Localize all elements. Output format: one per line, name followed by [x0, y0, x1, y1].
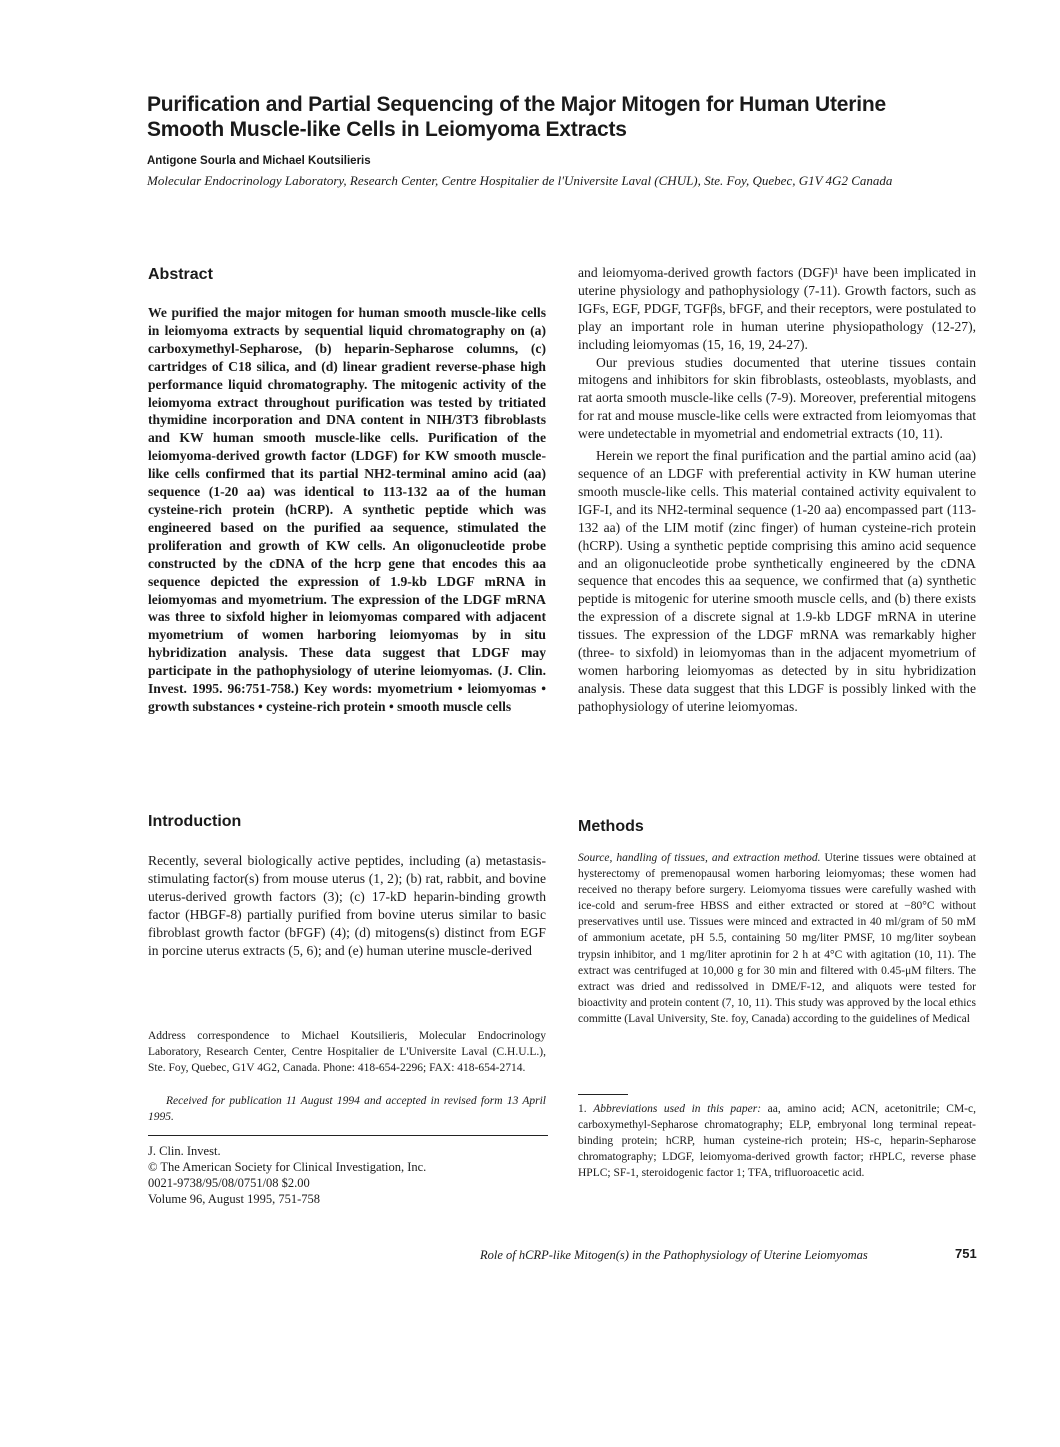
- introduction-heading: Introduction: [148, 813, 242, 830]
- right-paragraph-1: and leiomyoma-derived growth factors (DGF)¹ have been implicated in uterine physiology and pathophysiology (7-11). Growth factors, such as IGFs, EGF, PDGF, TGFβs, bFGF, and their receptors, were postulated to play an important role in human uterine physiopathology (12-27), including leiomyomas (15, 16, 19, 24-27).: [578, 265, 976, 352]
- paper-title: Purification and Partial Sequencing of the Major Mitogen for Human Uterine Smooth Muscle-like Cells in Leiomyoma Extracts: [147, 93, 886, 141]
- correspondence-note: Address correspondence to Michael Koutsilieris, Molecular Endocrinology Laboratory, Research Center, Centre Hospitalier de L'Universite Laval (C.H.U.L.), Ste. Foy, Quebec, G1V 4G2, Canada. Phone: 418-654-2296; FAX: 418-654-2714.: [148, 1030, 546, 1075]
- right-paragraph-3: Herein we report the final purification and the partial amino acid (aa) sequence of an LDGF with preferential activity in KW human uterine smooth muscle-like cells. This material contained activity equivalent to IGF-I, and its NH2-terminal sequence (1-20 aa) encompassed part (113-132 aa) of the LIM motif (zinc finger) of human cysteine-rich protein (hCRP). Using a synthetic peptide comprising this amino acid sequence and an oligonucleotide probe synthetically engineered by the cDNA sequence that encodes this aa sequence, we confirmed that (a) synthetic peptide is mitogenic for uterine smooth muscle cells, and (b) there exists the expression of a discrete signal at 1.9-kb LDGF mRNA in uterine tissues. The expression of the LDGF mRNA was remarkably higher (three- to sixfold) in leiomyomas than in the adjacent myometrium of women harboring leiomyomas as detected by in situ hybridization analysis. These data suggest that this LDGF is possibly linked with the pathophysiology of uterine leiomyomas.: [578, 448, 976, 714]
- affiliation: Molecular Endocrinology Laboratory, Research Center, Centre Hospitalier de l'Universite Laval (CHUL), Ste. Foy, Quebec, G1V 4G2 Canada: [147, 173, 893, 188]
- journal-info: [148, 1143, 548, 1207]
- abstract-text: We purified the major mitogen for human smooth muscle-like cells in leiomyoma extracts by sequential liquid chromatography on (a) carboxymethyl-Sepharose, (b) heparin-Sepharose columns, (c) cartridges of C18 silica, and (d) linear gradient reverse-phase high performance liquid chromatography. The mitogenic activity of the leiomyoma extract throughout purification was tested by tritiated thymidine incorporation and DNA content in NIH/3T3 fibroblasts and KW human smooth muscle-like cells. Purification of the leiomyoma-derived growth factor (LDGF) for KW smooth muscle-like cells confirmed that its partial NH2-terminal amino acid (aa) sequence (1-20 aa) was identical to 113-132 aa of the human cysteine-rich protein (hCRP). A synthetic peptide which was engineered based on the purified aa sequence, stimulated the proliferation and growth of KW cells. An oligonucleotide probe constructed by the cDNA of the hcrp gene that encodes this aa sequence depicted the expression of 1.9-kb LDGF mRNA in leiomyomas and myometrium. The expression of the LDGF mRNA was three to sixfold higher in leiomyomas compared with adjacent myometrium of women harboring leiomyomas by in situ hybridization analysis. These data suggest that LDGF may participate in the pathophysiology of uterine leiomyomas. (J. Clin. Invest. 1995. 96:751-758.) Key words: myometrium • leiomyomas • growth substances • cysteine-rich protein • smooth muscle cells: [148, 305, 546, 714]
- received-note: Received for publication 11 August 1994 and accepted in revised form 13 April 1995.: [148, 1095, 546, 1124]
- running-footer: Role of hCRP-like Mitogen(s) in the Pathophysiology of Uterine Leiomyomas: [480, 1248, 868, 1262]
- methods-heading: Methods: [578, 818, 644, 835]
- methods-text: Uterine tissues were obtained at hysterectomy of premenopausal women harboring leiomyomas; these women had received no therapy before surgery. Leiomyoma tissues were carefully washed with ice-cold and serum-free HBSS and either extracted or stored at −80°C without preservatives until use. Tissues were minced and extracted in 40 ml/gram of 50 mM of ammonium acetate, pH 5.5, containing 50 mg/liter PMSF, 10 mg/liter soybean trypsin inhibitor, and 1 mg/liter aprotinin for 2 h at 4°C with agitation (10, 11). The extract was centrifuged at 10,000 g for 30 min and filtered with 0.45-μM filters. The extract was dried and redissolved in DME/F-12, and aliquots were tested for bioactivity and protein content (7, 10, 11). This study was approved by the local ethics committe (Laval University, Ste. foy, Canada) according to the guidelines of Medical: [578, 852, 976, 1025]
- journal-name: J. Clin. Invest.: [148, 1144, 221, 1158]
- journal-issn: 0021-9738/95/08/0751/08 $2.00: [148, 1176, 310, 1190]
- meta-divider: [148, 1135, 548, 1136]
- footnote: [578, 1101, 976, 1181]
- right-paragraph-2: Our previous studies documented that uterine tissues contain mitogens and inhibitors for skin fibroblasts, osteoblasts, myoblasts, and rat aorta smooth muscle-like cells (7-9). Moreover, preferential mitogens for rat and mouse muscle-like cells were extracted from leiomyomas that were undetectable in myometrial and endometrial extracts (10, 11).: [578, 354, 976, 442]
- authors: Antigone Sourla and Michael Koutsilieris: [147, 155, 371, 167]
- abstract-heading: Abstract: [148, 266, 213, 283]
- page-number: 751: [955, 1246, 977, 1261]
- footnote-text: aa, amino acid; ACN, acetonitrile; CM-c, carboxymethyl-Sepharose chromatography; ELP, embryonal long terminal repeat-binding protein; hCRP, human cysteine-rich protein; HS-c, heparin-Sepharose chromatography; LDGF, leiomyoma-derived growth factor; rHPLC, reverse phase HPLC; SF-1, steroidogenic factor 1; TFA, trifluoroacetic acid.: [578, 1103, 976, 1180]
- footnote-lead: Abbreviations used in this paper:: [593, 1103, 762, 1115]
- methods-lead: Source, handling of tissues, and extraction method.: [578, 852, 821, 864]
- footnote-divider: [578, 1094, 628, 1095]
- journal-copyright: © The American Society for Clinical Investigation, Inc.: [148, 1160, 427, 1174]
- journal-volume: Volume 96, August 1995, 751-758: [148, 1192, 320, 1206]
- introduction-paragraph: Recently, several biologically active peptides, including (a) metastasis-stimulating factor(s) from mouse uterus (1, 2); (b) rat, rabbit, and bovine uterus-derived growth factors (3); (c) 17-kD heparin-binding growth factor (HBGF-8) partially purified from bovine uterus similar to basic fibroblast growth factor (bFGF) (4); (d) mitogens(s) distinct from EGF in porcine uterus extracts (5, 6); and (e) human uterine muscle-derived: [148, 853, 546, 958]
- methods-paragraph: [578, 850, 976, 1027]
- footnote-number: 1.: [578, 1103, 594, 1115]
